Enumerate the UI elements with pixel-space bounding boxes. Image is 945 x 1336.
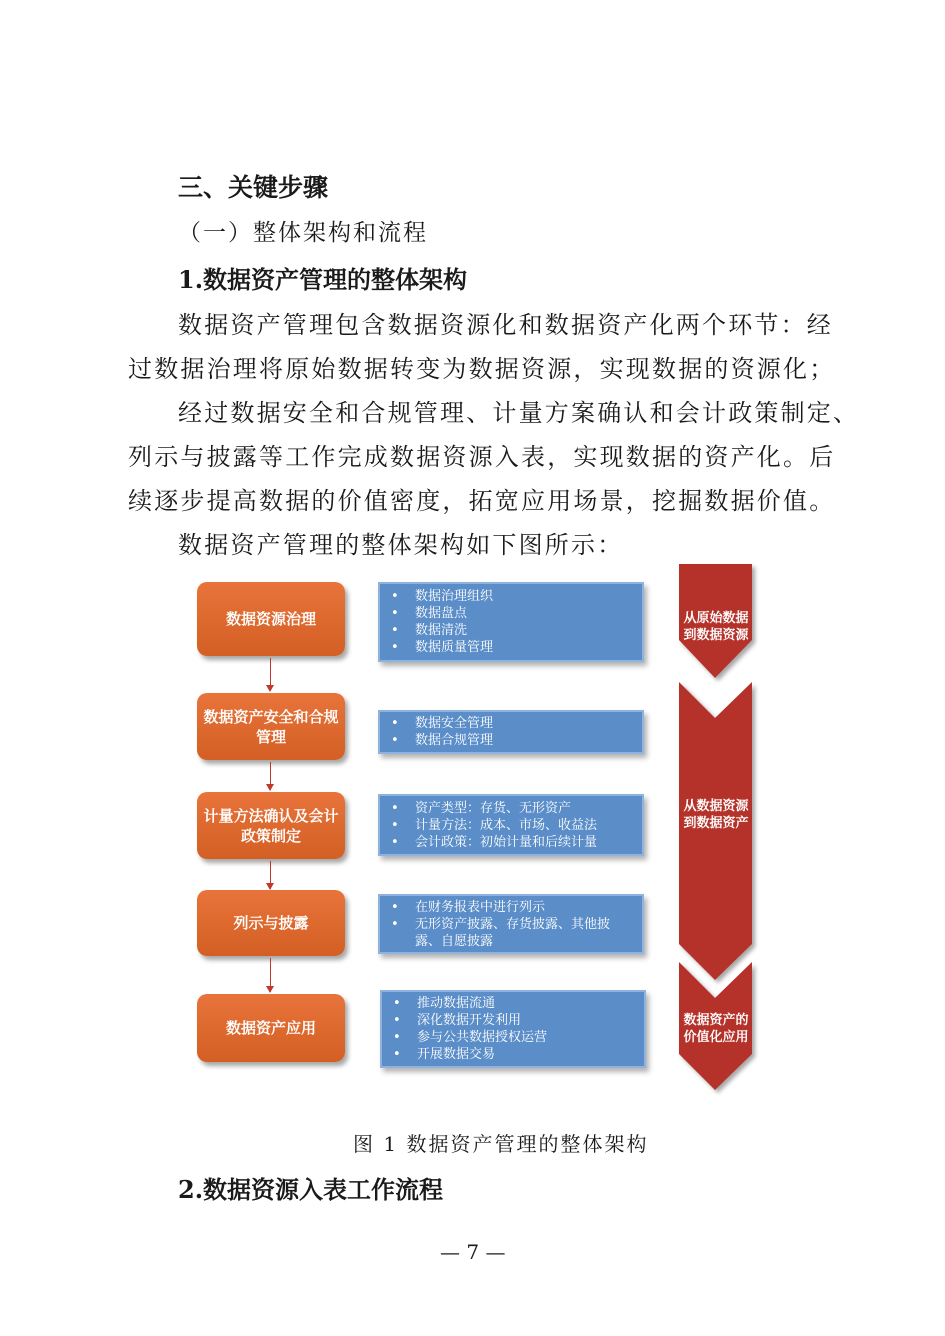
phase-label-2: 从数据资源到数据资产 — [683, 799, 749, 831]
detail-item: • 数据盘点 — [415, 605, 634, 622]
detail-item: • 数据质量管理 — [415, 639, 634, 656]
detail-item: • 在财务报表中进行列示 — [415, 899, 634, 916]
step-details-3 — [378, 794, 644, 856]
step-details-5 — [380, 990, 646, 1068]
figure-caption: 图 1 数据资产管理的整体架构 — [353, 1132, 649, 1156]
paragraph-line: 列示与披露等工作完成数据资源入表，实现数据的资产化。后 — [128, 443, 836, 471]
step-data-asset-application — [197, 994, 345, 1062]
detail-item: • 会计政策：初始计量和后续计量 — [415, 834, 634, 851]
detail-item: • 资产类型：存货、无形资产 — [415, 800, 634, 817]
architecture-diagram — [190, 560, 760, 1100]
detail-item: • 数据合规管理 — [415, 732, 634, 749]
step-label: 数据资产安全和合规管理 — [203, 707, 339, 746]
step-label: 数据资源治理 — [225, 610, 316, 628]
heading-overall-architecture: 1.数据资产管理的整体架构 — [178, 265, 468, 294]
paragraph-line: 数据资产管理的整体架构如下图所示： — [178, 531, 624, 559]
page-number: — 7 — — [440, 1240, 506, 1264]
paragraph-line: 续逐步提高数据的价值密度，拓宽应用场景，挖掘数据价值。 — [128, 487, 836, 515]
heading-workflow: 2.数据资源入表工作流程 — [178, 1175, 444, 1204]
phase-label-3: 数据资产的价值化应用 — [683, 1013, 749, 1045]
flow-arrow — [270, 861, 271, 889]
detail-item: • 深化数据开发利用 — [417, 1012, 636, 1029]
detail-item: • 数据治理组织 — [415, 588, 634, 605]
step-details-4 — [378, 894, 644, 954]
section-heading: 三、关键步骤 — [178, 173, 329, 202]
subsection-heading: （一）整体架构和流程 — [178, 220, 428, 246]
flow-arrow — [270, 658, 271, 691]
detail-item: • 数据安全管理 — [415, 715, 634, 732]
detail-item: • 参与公共数据授权运营 — [417, 1029, 636, 1046]
detail-item: • 计量方法：成本、市场、收益法 — [415, 817, 634, 834]
detail-item: • 开展数据交易 — [417, 1046, 636, 1063]
step-details-2 — [378, 710, 644, 754]
paragraph-line: 经过数据安全和合规管理、计量方案确认和会计政策制定、 — [178, 399, 860, 427]
detail-item: • 推动数据流通 — [417, 995, 636, 1012]
detail-item: • 数据清洗 — [415, 622, 634, 639]
flow-arrow — [270, 958, 271, 992]
step-details-1 — [378, 582, 644, 662]
step-label: 列示与披露 — [233, 914, 309, 932]
paragraph-line: 数据资产管理包含数据资源化和数据资产化两个环节：经 — [178, 311, 833, 339]
step-label: 计量方法确认及会计政策制定 — [203, 806, 339, 845]
paragraph-line: 过数据治理将原始数据转变为数据资源，实现数据的资源化； — [128, 355, 836, 383]
step-measurement-accounting-policy — [197, 792, 345, 859]
flow-arrow — [270, 762, 271, 790]
step-label: 数据资产应用 — [225, 1019, 316, 1037]
detail-item: • 无形资产披露、存货披露、其他披露、自愿披露 — [415, 916, 634, 950]
step-data-resource-governance — [197, 582, 345, 656]
step-security-compliance — [197, 693, 345, 760]
step-presentation-disclosure — [197, 890, 345, 956]
phase-label-1: 从原始数据到数据资源 — [683, 611, 749, 643]
